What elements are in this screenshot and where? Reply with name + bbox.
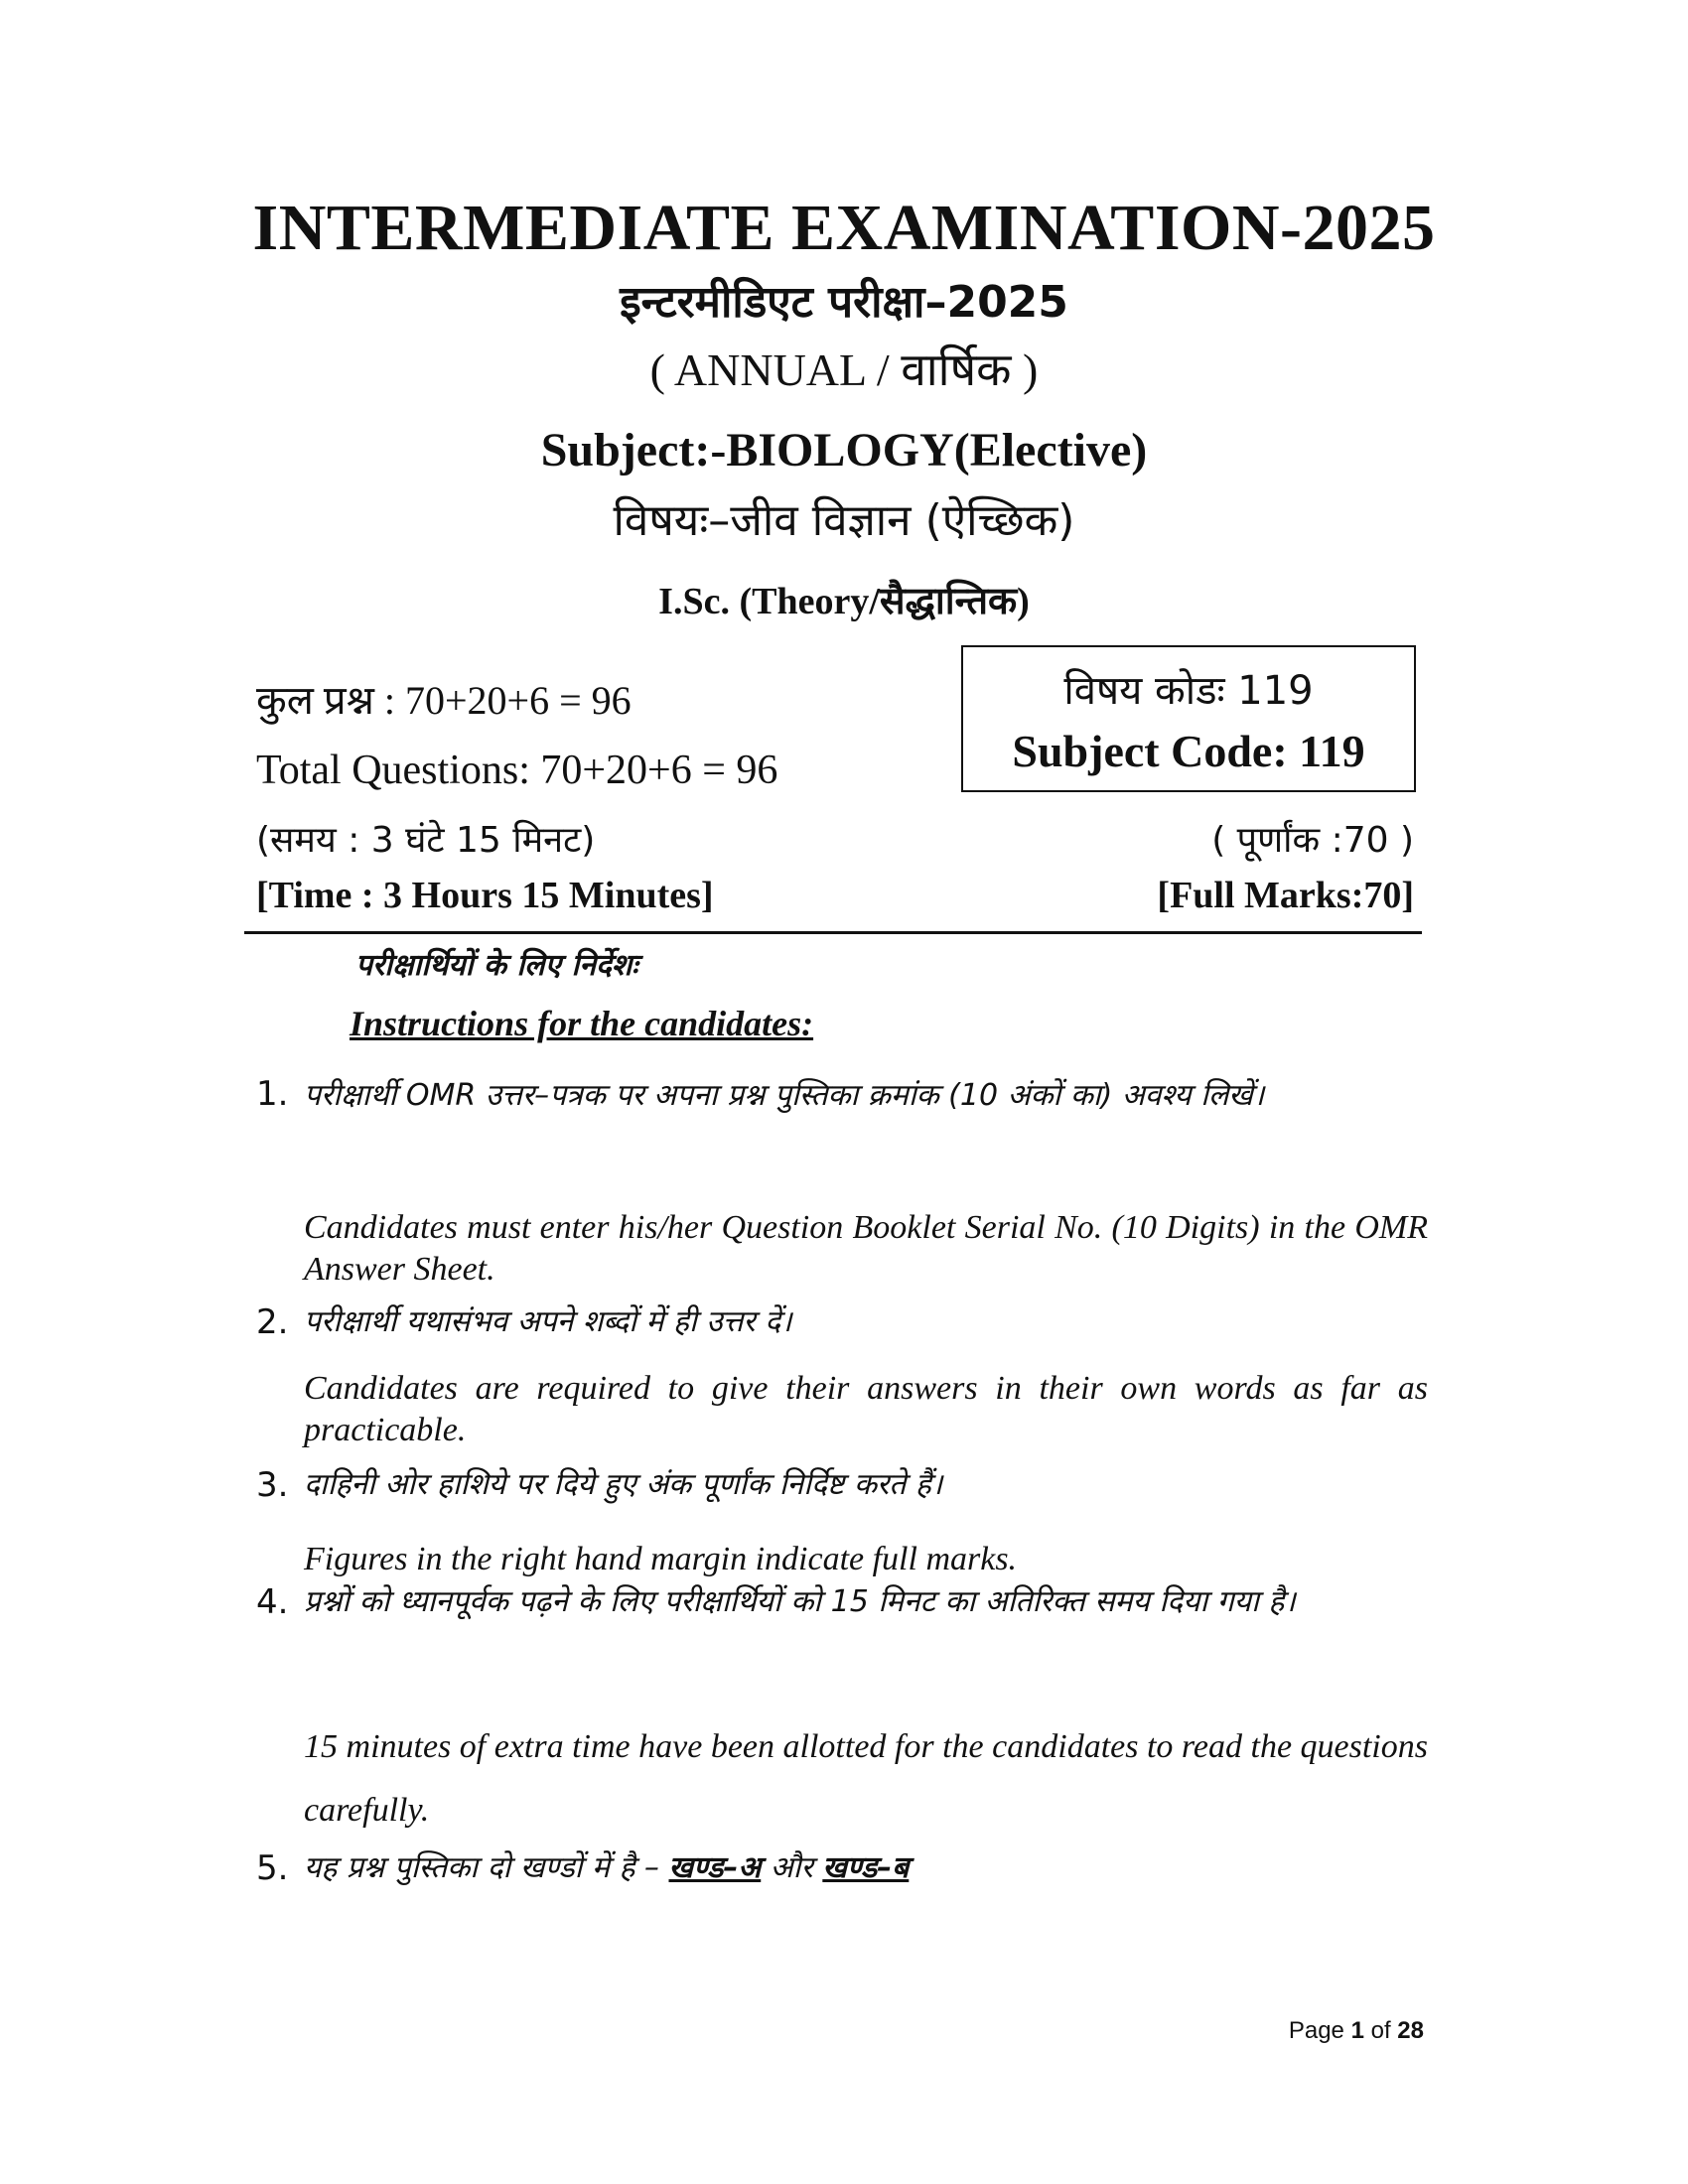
instruction-text-hindi: परीक्षार्थी OMR उत्तर–पत्रक पर अपना प्रश्न पुस्तिका क्रमांक (10 अंकों का) अवश्य लिखें। (304, 1078, 1265, 1113)
instruction-number: 5. (256, 1848, 289, 1888)
instruction-number: 3. (256, 1465, 289, 1505)
time-english: [Time : 3 Hours 15 Minutes] (256, 875, 714, 916)
course-label: I.Sc. (Theory/सैद्धान्तिक) (658, 581, 1030, 622)
full-marks-hindi: ( पूर्णांक :70 ) (1211, 820, 1414, 861)
instruction-text-hindi: परीक्षार्थी यथासंभव अपने शब्दों में ही उत्तर दें। (304, 1304, 792, 1339)
subject-code-hindi: विषय कोडः 119 (1063, 668, 1314, 714)
instruction-number: 2. (256, 1302, 289, 1342)
page-number (1289, 2017, 1424, 2045)
instruction-text-hindi: दाहिनी ओर हाशिये पर दिये हुए अंक पूर्णांक निर्दिष्ट करते हैं। (304, 1467, 943, 1502)
instruction-text-english: Candidates are required to give their answers in their own words as far as practicable. (304, 1370, 1428, 1448)
exam-title-english: INTERMEDIATE EXAMINATION-2025 (252, 192, 1436, 264)
subject-code-box (961, 645, 1416, 792)
instruction-number: 1. (256, 1074, 289, 1114)
instruction-text-english: Candidates must enter his/her Question Booklet Serial No. (10 Digits) in the OMR Answer Sheet. (304, 1209, 1428, 1288)
subject-english: Subject:-BIOLOGY(Elective) (540, 424, 1148, 477)
instructions-heading-english: Instructions for the candidates: (350, 1004, 814, 1043)
subject-code-english: Subject Code: 119 (1012, 726, 1365, 776)
instructions-heading-hindi: परीक्षार्थियों के लिए निर्देशः (355, 948, 638, 983)
and-label: और (770, 1850, 813, 1885)
instruction-text-english: 15 minutes of extra time have been allotted for the candidates to read the questions carefully. (304, 1728, 1428, 1829)
instruction-text-hindi: प्रश्नों को ध्यानपूर्वक पढ़ने के लिए परीक्षार्थियों को 15 मिनट का अतिरिक्त समय दिया गया है। (304, 1584, 1296, 1619)
header-divider (244, 931, 1422, 934)
page-label: Page (1288, 2017, 1344, 2044)
full-marks-english: [Full Marks:70] (1157, 875, 1414, 916)
section-b-label: खण्ड–ब (822, 1850, 910, 1885)
total-questions-hindi: कुल प्रश्न : 70+20+6 = 96 (256, 678, 632, 723)
instruction-number: 4. (256, 1582, 289, 1622)
time-hindi: (समय : 3 घंटे 15 मिनट) (256, 820, 596, 861)
instruction-text-hindi (304, 1837, 1428, 1900)
section-a-label: खण्ड–अ (668, 1850, 762, 1885)
of-label: of (1370, 2017, 1391, 2044)
page-total: 28 (1397, 2017, 1424, 2044)
page-current: 1 (1350, 2017, 1364, 2044)
instruction-text-english: Figures in the right hand margin indicate full marks. (304, 1541, 1018, 1577)
total-questions-english: Total Questions: 70+20+6 = 96 (256, 748, 778, 793)
annual-label: ( ANNUAL / वार्षिक ) (649, 344, 1039, 395)
subject-hindi: विषयः–जीव विज्ञान (ऐच्छिक) (613, 495, 1075, 546)
exam-title-hindi: इन्टरमीडिएट परीक्षा–2025 (620, 277, 1068, 328)
instruction-text-prefix: यह प्रश्न पुस्तिका दो खण्डों में है – (304, 1850, 659, 1885)
